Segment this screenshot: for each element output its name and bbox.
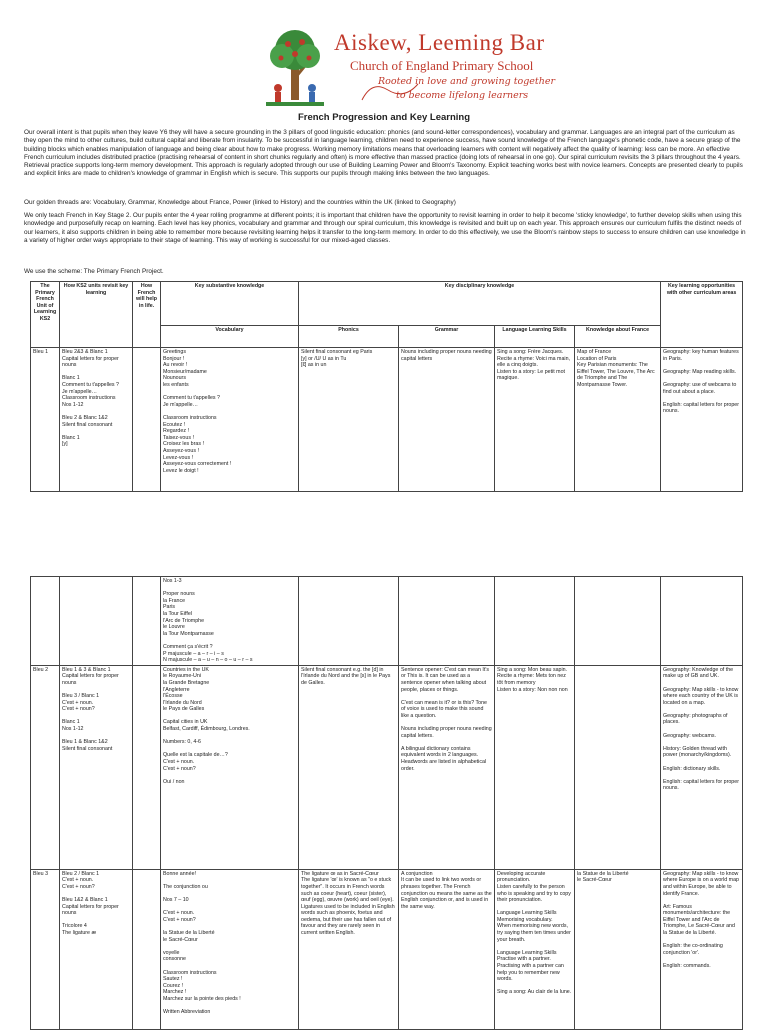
header-help-life: How French will help in life.: [133, 282, 161, 348]
cell-grammar: A conjunction It can be used to link two words or phrases together. The French conjunction ou means the same as the English conjunction or, and is used in the same way.: [401, 870, 492, 910]
header-ks2-units: How KS2 units revisit key learning: [60, 282, 133, 348]
cell-phonics: Silent final consonant eg Paris [y] or /U/ U as in Tu [ɛ̃] as in un: [301, 349, 373, 369]
cell-france: la Statue de la Liberté le Sacré-Cœur: [577, 870, 629, 884]
table-row: [31, 869, 743, 1029]
cell-curriculum: Geography: Knowledge of the make up of GB and UK. Geography: Map skills - to know where each country of the UK is located on a map. Geography: photographs of places. Geography: webcams. History: Golden thread with power (monarchy/kingdoms). English: dictionary skills. English: capital letters for proper nouns.: [663, 666, 739, 792]
cell-vocabulary: Greetings Bonjour ! Au revoir ! Monsieur/madame Nounours les enfants Comment tu t'appelles ? Je m'appelle… Classroom instructions Ecoutez ! Regardez ! Taisez-vous ! Croisez les bras ! Asseyez-vous ! Levez-vous ! Asseyez-vous correctement ! Levez le doigt !: [163, 349, 232, 474]
header-phonics: Phonics: [299, 326, 399, 348]
school-motto-line1: Rooted in love and growing together: [378, 76, 556, 87]
header-skills: Language Learning Skills: [495, 326, 575, 348]
progression-table-part2: [30, 576, 743, 1030]
cell-skills: Sing a song: Mon beau sapin. Recite a rhyme: Mets ton nez tôt from memory Listen to a story: Non non non: [497, 666, 568, 693]
document-title: French Progression and Key Learning: [297, 112, 471, 123]
progression-table-part1: [30, 281, 743, 492]
cell-ks2: Bleu 2&3 & Blanc 1 Capital letters for proper nouns Blanc 1 Comment tu t'appelles ? Je m'appelle… Classroom instructions Nos 1-12 Bleu 2 & Blanc 1&2 Silent final consonant Blanc 1 [y]: [62, 349, 119, 448]
cell-ks2: Bleu 1 & 3 & Blanc 1 Capital letters for proper nouns Bleu 3 / Blanc 1 C'est + noun. C'est + noun? Blanc 1 Nos 1-12 Bleu 1 & Blanc 1&2 Silent final consonant: [62, 666, 119, 752]
header-grammar: Grammar: [399, 326, 495, 348]
cell-unit: Bleu 1: [33, 349, 49, 355]
table-row: [31, 577, 743, 666]
intent-paragraph: Our overall intent is that pupils when they leave Y6 they will have a secure grounding in the 3 pillars of good linguistic education: phonics (and sound-letter correspondences), vocabulary and grammar. Languages are an integral part of the curriculum as they open the mind to other cultures, build cultural capital and liberate from insularity. To be successful in language learning, children need to experience success, have sound knowledge of the French language's phonetic code, have a secure grasp of the building blocks which enables manipulation of language and being clear about how to make progress. Working memory limitations means that overloading learners with content will negatively affect the quality of learning: less can be more. An effective French curriculum includes distributed practice (practising rehearsal of content in short chunks regularly and often) is more effective than massed practice (doing lots of rehearsal in one go). Our spiral curriculum revisits the 3 pillars throughout the 4 years. Retrieval practice supports long-term memory development. This approach is regularly adopted through our use of Building Learning Power and Bloom's Taxonomy. Explicit teaching works best with novice learners. Concepts are presented clearly to pupils and explicit links are made to children's knowledge of grammar in English which is secure. This supports our pupils through making links between the two languages.: [24, 129, 743, 178]
table-row: [31, 665, 743, 869]
tree-logo-icon: [264, 28, 326, 108]
cell-curriculum: Geography: Map skills - to know where Europe is on a world map and within Europe, be able to identify France. Art: Famous monuments/architecture: the Eiffel Tower and l'Arc de Triomphe, Le Sacré-Cœur and la Statue de la Liberté. English: the co-ordinating conjunction 'or'. English: commands.: [663, 870, 739, 970]
header-france: Knowledge about France: [575, 326, 661, 348]
key-stage-paragraph: We only teach French in Key Stage 2. Our pupils enter the 4 year rolling programme at different points; it is important that children have the opportunity to revisit learning in order to help it become 'sticky knowledge', to further develop skills when using this knowledge and purposefully recap on learning. Each level has key phonics, vocabulary and grammar and through our spiral curriculum, this knowledge is revisited and built up on each year. This approach ensures our curriculum fulfils the distinct needs of our learners, it also supports children in being able to remember more because revisiting learning helps it transfer to the long-term memory. In order to do this effectively, we use the Bloom's rainbow steps to success to ensure children can use knowledge in a variety of higher order ways appropriate to their stage of learning. This way of working is successful for our mixed-aged classes.: [24, 212, 746, 244]
header-vocabulary: Vocabulary: [161, 326, 299, 348]
cell-vocabulary: Nos 1-3 Proper nouns la France Paris la Tour Eiffel l'Arc de Triomphe le Louvre la Tour Montparnasse Comment ça s'écrit ? P majuscule – a – r – i – s N majuscule – a – u – n – o – u – r – s: [163, 578, 253, 664]
cell-curriculum: Geography: key human features in Paris. Geography: Map reading skills. Geography: use of webcams to find out about a place. English: capital letters for proper nouns.: [663, 349, 740, 415]
school-name: Aiskew, Leeming Bar: [334, 30, 545, 55]
school-motto-line2: to become lifelong learners: [396, 90, 529, 101]
header-disciplinary: Key disciplinary knowledge: [299, 282, 661, 326]
cell-france: Map of France Location of Paris Key Parisian monuments: The Eiffel Tower, The Louvre, The Arc de Triomphe and The Montparnasse Tower.: [577, 349, 655, 388]
table-row: [31, 348, 743, 492]
cell-phonics: Silent final consonant e.g. the [d] in l'Irlande du Nord and the [s] in le Pays de Galles.: [301, 666, 392, 686]
school-logo: [260, 28, 556, 110]
cell-skills: Sing a song: Frère Jacques. Recite a rhyme: Voici ma main, elle a cinq doigts. Listen to a story: Le petit mot magique.: [497, 349, 571, 382]
school-subtitle: Church of England Primary School: [350, 58, 534, 73]
cell-skills: Developing accurate pronunciation. Listen carefully to the person who is speaking and try to copy their pronunciation. Language Learning Skills Memorising vocabulary. When memorising new words, try saying them ten times under your breath. Language Learning Skills Practise with a partner. Practising with a partner can help you to remember new words. Sing a song: Au clair de la lune.: [497, 870, 572, 996]
cell-grammar: Nouns including proper nouns needing capital letters: [401, 349, 494, 362]
cell-grammar: Sentence opener: C'est can mean It's or This is. It can be used as a sentence opener when talking about people, places or things. C'est can mean is it? or is this? Tone of voice is used to make this sound like a question. Nouns including proper nouns needing capital letters. A bilingual dictionary contains equivalent words in 2 languages. Headwords are listed in alphabetical order.: [401, 666, 492, 772]
cell-unit: Bleu 3: [33, 870, 49, 877]
cell-vocabulary: Countries in the UK le Royaume-Uni la Grande Bretagne l'Angleterre l'Écosse l'Irlande du Nord le Pays de Galles Capital cities in UK Belfast, Cardiff, Édimbourg, Londres. Numbers: 0, 4-6 Quelle est la capitale de…? C'est + noun. C'est + noun? Oui / non: [163, 666, 250, 785]
header-substantive: Key substantive knowledge: [161, 282, 299, 326]
cell-phonics: The ligature œ as in Sacré-Cœur The ligature 'œ' is known as "o e stuck together". It occurs in French words such as coeur (heart), coeur (sister), œuf (egg), œuvre (work) and oeil (eye). Ligatures used to be included in English words such as phoenix, foetus and oedema, but their use has fallen out of favour and they are rarely seen in current written English.: [301, 870, 395, 937]
header-curriculum: Key learning opportunities with other curriculum areas: [661, 282, 743, 348]
cell-vocabulary: Bonne année! The conjunction ou Nos 7 – 10 C'est + noun. C'est + noun? la Statue de la Liberté le Sacré-Cœur voyelle consonne Classroom instructions Sautez ! Courez ! Marchez ! Marchez sur la pointe des pieds ! Written Abbreviation: [163, 870, 241, 1016]
cell-ks2: Bleu 2 / Blanc 1 C'est + noun. C'est + noun? Bleu 1&2 & Blanc 1 Capital letters for proper nouns Tricolore 4 The ligature æ: [62, 870, 119, 937]
header-unit: The Primary French Unit of Learning KS2: [31, 282, 60, 348]
scheme-paragraph: We use the scheme: The Primary French Project.: [24, 268, 164, 275]
golden-threads-paragraph: Our golden threads are: Vocabulary, Grammar, Knowledge about France, Power (linked to History) and the countries within the UK (linked to Geography): [24, 199, 456, 206]
cell-unit: Bleu 2: [33, 666, 49, 673]
